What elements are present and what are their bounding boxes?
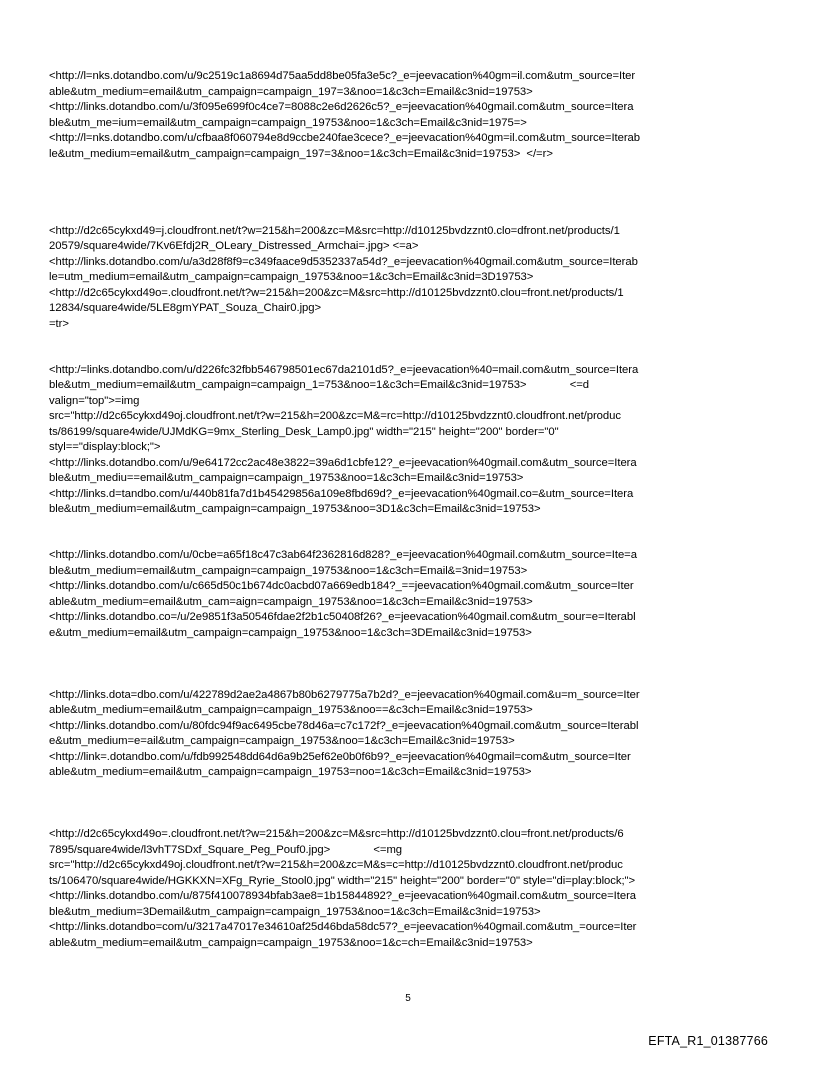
- text-line: =tr>: [49, 317, 69, 330]
- text-line: ble&utm_me=ium=email&utm_campaign=campaign_19753&noo=1&c3ch=Email&c3nid=1975=>: [49, 116, 527, 129]
- text-line: ts/86199/square4wide/UJMdKG=9mx_Sterling_Desk_Lamp0.jpg" width="215" height="200" border="0": [49, 425, 559, 438]
- paragraph-gap: [49, 332, 771, 363]
- text-line: <http://links.dotandbo.com/u/80fdc94f9ac6495cbe78d46a=c7c172f?_e=jeevacation%40gmail.com&utm_source=Iterabl: [49, 719, 639, 732]
- paragraph-gap: [49, 641, 771, 688]
- text-line: ble&utm_mediu==email&utm_campaign=campaign_19753&noo=1&c3ch=Email&c3nid=19753>: [49, 472, 524, 484]
- text-line: ble&utm_medium=email&utm_campaign=campaign_19753&noo=3D1&c3ch=Email&c3nid=19753>: [49, 503, 541, 515]
- text-line: ble&utm_medium=3Demail&utm_campaign=campaign_19753&noo=1&c3ch=Email&c3nid=19753>: [49, 905, 541, 918]
- text-line: <http://d2c65cykxd49=j.cloudfront.net/t?w=215&h=200&zc=M&src=http://d10125bvdzznt0.clo=dfront.net/products/1: [49, 224, 620, 237]
- text-line: le&utm_medium=email&utm_campaign=campaign_197=3&noo=1&c3ch=Email&c3nid=19753> </=r>: [49, 147, 553, 160]
- text-line: <http://links.dota=dbo.com/u/422789d2ae2a4867b80b6279775a7b2d?_e=jeevacation%40gmail.com&u=m_source=Iter: [49, 688, 640, 701]
- text-line: <http:/=links.dotandbo.com/u/d226fc32fbb546798501ec67da2101d5?_e=jeevacation%40=mail.com&utm_source=Itera: [49, 363, 639, 376]
- text-line: <http://links.dotandbo.com/u/9e64172cc2ac48e3822=39a6d1cbfe12?_e=jeevacation%40gmail.com&utm_source=Itera: [49, 456, 637, 469]
- text-line: <http://d2c65cykxd49o=.cloudfront.net/t?w=215&h=200&zc=M&src=http://d10125bvdzznt0.clou=front.net/products/6: [49, 828, 624, 840]
- paragraph-gap: [49, 781, 771, 828]
- text-block: [49, 224, 771, 333]
- text-line: able&utm_medium=email&utm_cam=aign=campaign_19753&noo=1&c3ch=Email&c3nid=19753>: [49, 595, 533, 608]
- text-block: [49, 363, 771, 518]
- text-line: <http://links.dotandbo.com/u/0cbe=a65f18c47c3ab64f2362816d828?_e=jeevacation%40gmail.com&utm_source=Ite=a: [49, 549, 637, 561]
- text-line: le=utm_medium=email&utm_campaign=campaign_19753&noo=1&c3ch=Email&c3nid=3D19753>: [49, 271, 534, 283]
- text-line: <http://links.d=tandbo.com/u/440b81fa7d1b45429856a109e8fbd69d?_e=jeevacation%40gmail.co=&utm_source=Itera: [49, 487, 634, 500]
- text-line: styl=="display:block;">: [49, 441, 161, 453]
- document-body: [49, 69, 771, 951]
- text-line: <http://links.dotandbo.com/u/c665d50c1b674dc0acbd07a669edb184?_==jeevacation%40gmail.com&utm_source=Iter: [49, 580, 634, 592]
- text-block: [49, 548, 771, 641]
- text-line: <http://links.dotandbo.com/u/3f095e699f0c4ce7=8088c2e6d2626c5?_e=jeevacation%40gmail.com&utm_source=Itera: [49, 101, 634, 113]
- text-line: valign="top">=img: [49, 394, 140, 407]
- text-line: 20579/square4wide/7Kv6Efdj2R_OLeary_Distressed_Armchai=.jpg> <=a>: [49, 240, 419, 252]
- text-line: able&utm_medium=email&utm_campaign=campaign_19753&noo==&c3ch=Email&c3nid=19753>: [49, 704, 533, 716]
- text-line: e&utm_medium=email&utm_campaign=campaign_19753&noo=1&c3ch=3DEmail&c3nid=19753>: [49, 626, 532, 639]
- text-block: [49, 827, 771, 951]
- text-line: <http://links.dotandbo.com/u/a3d28f8f9=c349faace9d5352337a54d?_e=jeevacation%40gmail.com&utm_source=Iterab: [49, 255, 638, 268]
- paragraph-gap: [49, 162, 771, 224]
- text-line: <http://link=.dotandbo.com/u/fdb992548dd64d6a9b25ef62e0b0f6b9?_e=jeevacation%40gmail=com&utm_source=Iter: [49, 750, 631, 763]
- text-line: <http://l=nks.dotandbo.com/u/cfbaa8f060794e8d9ccbe240fae3cece?_e=jeevacation%40gm=il.com&utm_source=Iterab: [49, 132, 641, 144]
- text-line: 7895/square4wide/l3vhT7SDxf_Square_Peg_Pouf0.jpg> <=mg: [49, 843, 403, 856]
- text-line: ble&utm_medium=email&utm_campaign=campaign_1=753&noo=1&c3ch=Email&c3nid=19753> <=d: [49, 379, 590, 391]
- text-line: able&utm_medium=email&utm_campaign=campaign_19753&noo=1&c=ch=Email&c3nid=19753>: [49, 936, 533, 949]
- text-line: src="http://d2c65cykxd49oj.cloudfront.net/t?w=215&h=200&zc=M&=rc=http://d10125bvdzznt0.cloudfront.net/produc: [49, 410, 621, 422]
- text-block: [49, 688, 771, 781]
- text-line: <http://links.dotandbo=com/u/3217a47017e34610af25d46bda58dc57?_e=jeevacation%40gmail.com&utm_=ource=Iter: [49, 921, 637, 933]
- text-line: ble&utm_medium=email&utm_campaign=campaign_19753&noo=1&c3ch=Email&=3nid=19753>: [49, 564, 528, 577]
- paragraph-gap: [49, 518, 771, 549]
- text-line: able&utm_medium=email&utm_campaign=campaign_197=3&noo=1&c3ch=Email&c3nid=19753>: [49, 85, 533, 98]
- text-line: <http://links.dotandbo.com/u/875f410078934bfab3ae8=1b15844892?_e=jeevacation%40gmail.com&utm_source=Itera: [49, 890, 637, 902]
- document-id: EFTA_R1_01387766: [648, 1034, 768, 1048]
- text-line: 12834/square4wide/5LE8gmYPAT_Souza_Chair0.jpg>: [49, 302, 322, 314]
- text-line: able&utm_medium=email&utm_campaign=campaign_19753=noo=1&c3ch=Email&c3nid=19753>: [49, 766, 532, 778]
- text-line: ts/106470/square4wide/HGKKXN=XFg_Ryrie_Stool0.jpg" width="215" height="200" border="0" style="di=play:block;">: [49, 874, 636, 887]
- text-line: <http://links.dotandbo.co=/u/2e9851f3a50546fdae2f2b1c50408f26?_e=jeevacation%40gmail.com&utm_sour=e=Iterabl: [49, 611, 636, 623]
- text-block: [49, 69, 771, 162]
- text-line: <http://d2c65cykxd49o=.cloudfront.net/t?w=215&h=200&zc=M&src=http://d10125bvdzznt0.clou=front.net/products/1: [49, 286, 624, 299]
- text-line: src="http://d2c65cykxd49oj.cloudfront.net/t?w=215&h=200&zc=M&s=c=http://d10125bvdzznt0.cloudfront.net/produc: [49, 859, 623, 871]
- text-line: <http://l=nks.dotandbo.com/u/9c2519c1a8694d75aa5dd8be05fa3e5c?_e=jeevacation%40gm=il.com&utm_source=Iter: [49, 70, 636, 82]
- text-line: e&utm_medium=e=ail&utm_campaign=campaign_19753&noo=1&c3ch=Email&c3nid=19753>: [49, 735, 515, 747]
- page-number: 5: [405, 993, 411, 1004]
